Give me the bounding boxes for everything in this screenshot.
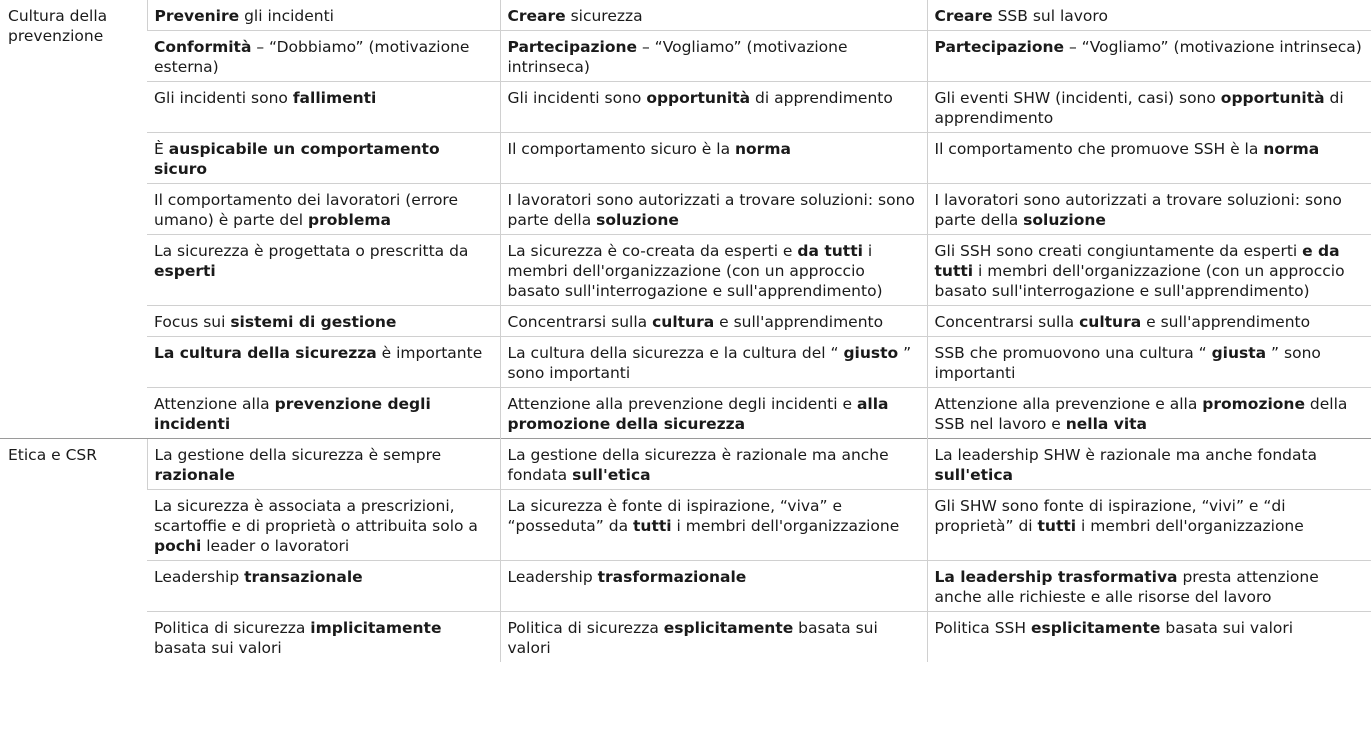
bold-text: pochi (154, 537, 202, 555)
table-cell (500, 235, 927, 306)
bold-text: esplicitamente (1030, 619, 1161, 637)
table-cell (147, 337, 500, 388)
cell-text: La leadership SHW è razionale ma anche fondata (934, 446, 1318, 464)
bold-text: da tutti (797, 242, 863, 260)
table-cell (500, 133, 927, 184)
cell-text: La sicurezza è co-creata da esperti e (507, 242, 798, 260)
table-cell (147, 490, 500, 561)
bold-text: Creare (934, 7, 993, 25)
bold-text: prevenzione degli incidenti (154, 395, 431, 433)
cell-text: leader o lavoratori (201, 537, 350, 555)
bold-text: sull'etica (572, 466, 651, 484)
table-cell (927, 612, 1371, 663)
cell-text: I lavoratori sono autorizzati a trovare soluzioni: sono parte della (934, 191, 1342, 229)
cell-text: presta attenzione anche alle richieste e alle risorse del lavoro (934, 568, 1319, 606)
bold-text: trasformazionale (597, 568, 747, 586)
table-cell (500, 184, 927, 235)
table-cell (500, 561, 927, 612)
table-cell (500, 439, 927, 490)
bold-text: norma (735, 140, 791, 158)
table-cell (500, 337, 927, 388)
table-cell (147, 31, 500, 82)
cell-text: sicurezza (565, 7, 643, 25)
bold-text: nella vita (1065, 415, 1148, 433)
table-cell (147, 561, 500, 612)
cell-text: Concentrarsi sulla (507, 313, 653, 331)
table-cell (147, 82, 500, 133)
cell-text: di apprendimento (934, 89, 1344, 127)
table-cell (500, 306, 927, 337)
bold-text: tutti (1037, 517, 1077, 535)
bold-text: Conformità (154, 38, 252, 56)
cell-text: di apprendimento (750, 89, 893, 107)
bold-text: cultura (1079, 313, 1142, 331)
table-cell (927, 0, 1371, 31)
bold-text: transazionale (244, 568, 363, 586)
cell-text: Attenzione alla prevenzione e alla (934, 395, 1203, 413)
bold-text: alla promozione della sicurezza (507, 395, 889, 433)
cell-text: Attenzione alla prevenzione degli incidenti e (507, 395, 857, 413)
table-cell (927, 235, 1371, 306)
table-cell (927, 388, 1371, 439)
table-row (0, 184, 1371, 235)
table-row (0, 388, 1371, 439)
table-row (0, 82, 1371, 133)
cell-text: Gli SSH sono creati congiuntamente da esperti (934, 242, 1303, 260)
cell-text: – “Vogliamo” (motivazione intrinseca) (1064, 38, 1362, 56)
cell-text: Gli SHW sono fonte di ispirazione, “vivi” e “di proprietà” di (934, 497, 1286, 535)
cell-text: Gli eventi SHW (incidenti, casi) sono (934, 89, 1221, 107)
bold-text: problema (308, 211, 391, 229)
table-cell (147, 439, 500, 490)
cell-text: Gli incidenti sono (154, 89, 293, 107)
table-cell (927, 490, 1371, 561)
cell-text: Il comportamento dei lavoratori (errore umano) è parte del (154, 191, 458, 229)
cell-text: La sicurezza è associata a prescrizioni, scartoffie e di proprietà o attribuita solo a (154, 497, 478, 535)
bold-text: implicitamente (310, 619, 442, 637)
cell-text: È (154, 140, 169, 158)
bold-text: razionale (154, 466, 235, 484)
cell-text: Gli incidenti sono (507, 89, 647, 107)
table-cell (147, 235, 500, 306)
cell-text: basata sui valori (1160, 619, 1294, 637)
cell-text: Focus sui (154, 313, 231, 331)
table-cell (927, 133, 1371, 184)
table-cell (147, 133, 500, 184)
cell-text: basata sui valori (507, 619, 878, 657)
cell-text: e sull'apprendimento (714, 313, 884, 331)
table-cell (500, 490, 927, 561)
table-row (0, 561, 1371, 612)
bold-text: La cultura della sicurezza (154, 344, 377, 362)
table-cell (500, 31, 927, 82)
cell-text: La cultura della sicurezza e la cultura del “ (507, 344, 844, 362)
bold-text: promozione (1202, 395, 1305, 413)
table-cell (147, 612, 500, 663)
cell-text: – “Vogliamo” (motivazione intrinseca) (507, 38, 848, 76)
table-cell (500, 388, 927, 439)
cell-text: Politica di sicurezza (154, 619, 311, 637)
cell-text: – “Dobbiamo” (motivazione esterna) (154, 38, 470, 76)
table-row (0, 31, 1371, 82)
cell-text: La sicurezza è progettata o prescritta da (154, 242, 469, 260)
table-row (0, 439, 1371, 490)
bold-text: opportunità (1220, 89, 1325, 107)
bold-text: soluzione (1023, 211, 1106, 229)
cell-text: ” sono importanti (934, 344, 1321, 382)
bold-text: Prevenire (154, 7, 240, 25)
table-cell (147, 184, 500, 235)
bold-text: Partecipazione (934, 38, 1065, 56)
group-label: Cultura della prevenzione (8, 7, 108, 45)
bold-text: auspicabile un comportamento sicuro (154, 140, 440, 178)
cell-text: è importante (376, 344, 483, 362)
bold-text: giusta (1211, 344, 1267, 362)
table-cell (147, 306, 500, 337)
cell-text: Attenzione alla (154, 395, 275, 413)
bold-text: esplicitamente (663, 619, 794, 637)
bold-text: cultura (652, 313, 715, 331)
cell-text: Politica di sicurezza (507, 619, 664, 637)
bold-text: soluzione (596, 211, 679, 229)
table-row (0, 235, 1371, 306)
bold-text: Creare (507, 7, 566, 25)
table-row (0, 0, 1371, 31)
table-cell (927, 561, 1371, 612)
bold-text: Partecipazione (507, 38, 638, 56)
bold-text: giusto (843, 344, 899, 362)
cell-text: Leadership (507, 568, 598, 586)
cell-text: basata sui valori (154, 639, 282, 657)
table-row (0, 612, 1371, 663)
table-row (0, 133, 1371, 184)
cell-text: gli incidenti (239, 7, 334, 25)
cell-text: I lavoratori sono autorizzati a trovare soluzioni: sono parte della (507, 191, 915, 229)
table-cell (500, 612, 927, 663)
group-label: Etica e CSR (0, 439, 147, 663)
bold-text: fallimenti (292, 89, 377, 107)
cell-text: i membri dell'organizzazione (con un approccio basato sull'interrogazione e sull'apprendimento) (507, 242, 883, 300)
table-cell (927, 31, 1371, 82)
table-row (0, 337, 1371, 388)
cell-text: i membri dell'organizzazione (1076, 517, 1304, 535)
bold-text: La leadership trasformativa (934, 568, 1178, 586)
cell-text: SSB che promuovono una cultura “ (934, 344, 1212, 362)
table-cell (927, 306, 1371, 337)
cell-text: Il comportamento che promuove SSH è la (934, 140, 1264, 158)
bold-text: sistemi di gestione (230, 313, 397, 331)
table-cell (927, 439, 1371, 490)
bold-text: e da tutti (934, 242, 1340, 280)
bold-text: opportunità (646, 89, 751, 107)
bold-text: norma (1263, 140, 1320, 158)
table-cell (927, 184, 1371, 235)
cell-text: Politica SSH (934, 619, 1031, 637)
bold-text: sull'etica (934, 466, 1014, 484)
cell-text: SSB sul lavoro (992, 7, 1108, 25)
table-cell (927, 82, 1371, 133)
table-cell (500, 82, 927, 133)
cell-text: i membri dell'organizzazione (con un approccio basato sull'interrogazione e sull'apprendimento) (934, 262, 1345, 300)
cell-text: La gestione della sicurezza è razionale ma anche fondata (507, 446, 889, 484)
bold-text: esperti (154, 262, 216, 280)
cell-text: della SSB nel lavoro e (934, 395, 1348, 433)
table-row (0, 490, 1371, 561)
cell-text: La gestione della sicurezza è sempre (154, 446, 442, 464)
cell-text: Il comportamento sicuro è la (507, 140, 735, 158)
bold-text: tutti (633, 517, 672, 535)
table-cell (147, 0, 500, 31)
cell-text: ” sono importanti (507, 344, 912, 382)
table-row (0, 306, 1371, 337)
table-cell (147, 388, 500, 439)
cell-text: i membri dell'organizzazione (671, 517, 900, 535)
cell-text: Concentrarsi sulla (934, 313, 1080, 331)
cell-text: e sull'apprendimento (1141, 313, 1311, 331)
cell-text: La sicurezza è fonte di ispirazione, “viva” e “posseduta” da (507, 497, 843, 535)
table-cell (500, 0, 927, 31)
cell-text: Leadership (154, 568, 245, 586)
table-cell (927, 337, 1371, 388)
